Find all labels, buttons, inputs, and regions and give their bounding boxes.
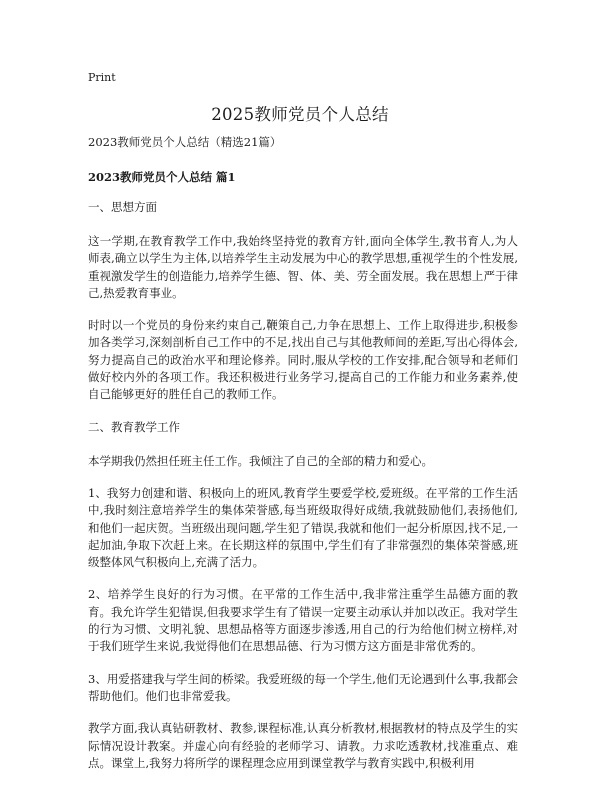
paragraph-6: 3、用爱搭建我与学生间的桥梁。我爱班级的每一个学生,他们无论遇到什么事,我都会帮助他们。他们也非常爱我。: [88, 671, 518, 703]
paragraph-2: 时时以一个党员的身份来约束自己,鞭策自己,力争在思想上、工作上取得进步,积极参加各类学习,深刻剖析自己工作中的不足,找出自己与其他教师间的差距,写出心得体会,努力提高自己的政治水平和理论修养。同时,服从学校的工作安排,配合领导和老师们做好校内外的各项工作。我还积极进行业务学习,提高自己的工作能力和业务素养,使自己能够更好的胜任自己的教师工作。: [88, 318, 518, 402]
paragraph-4: 1、我努力创建和谐、积极向上的班风,教育学生要爱学校,爱班级。在平常的工作生活中,我时刻注意培养学生的集体荣誉感,每当班级取得好成绩,我就鼓励他们,表扬他们,和他们一起庆贺。当班级出现问题,学生犯了错误,我就和他们一起分析原因,找不足,一起加油,争取下次赶上来。在长期这样的氛围中,学生们有了非常强烈的集体荣誉感,班级整体风气积极向上,充满了活力。: [88, 485, 518, 570]
paragraph-5: 2、培养学生良好的行为习惯。在平常的工作生活中,我非常注重学生品德方面的教育。我允许学生犯错误,但我要求学生有了错误一定要主动承认并加以改正。我对学生的行为习惯、文明礼貌、思想品格等方面逐步渗透,用自己的行为给他们树立榜样,对于我们班学生来说,我觉得他们在思想品德、行为习惯方这方面是非常优秀的。: [88, 587, 518, 654]
paragraph-1: 这一学期,在教育教学工作中,我始终坚持党的教育方针,面向全体学生,教书育人,为人师表,确立以学生为主体,以培养学生主动发展为中心的教学思想,重视学生的个性发展,重视激发学生的创造能力,培养学生德、智、体、美、劳全面发展。我在思想上严于律己,热爱教育事业。: [88, 234, 518, 300]
document-title: 2025教师党员个人总结: [211, 105, 389, 124]
print-link[interactable]: Print: [88, 71, 116, 84]
paragraph-7: 教学方面,我认真钻研教材、教参,课程标准,认真分析教材,根据教材的特点及学生的实际情况设计教案。并虚心向有经验的老师学习、请教。力求吃透教材,找准重点、难点。课堂上,我努力将所学的课程理念应用到课堂教学与教育实践中,积极利用: [88, 721, 518, 770]
heading-thought: 一、思想方面: [88, 200, 157, 214]
document-body: [88, 134, 518, 787]
paragraph-3: 本学期我仍然担任班主任工作。我倾注了自己的全部的精力和爱心。: [88, 453, 433, 468]
section-title: 2023教师党员个人总结 篇1: [88, 170, 236, 184]
heading-teaching: 二、教育教学工作: [88, 419, 180, 434]
document-subtitle: 2023教师党员个人总结（精选21篇）: [88, 135, 282, 149]
